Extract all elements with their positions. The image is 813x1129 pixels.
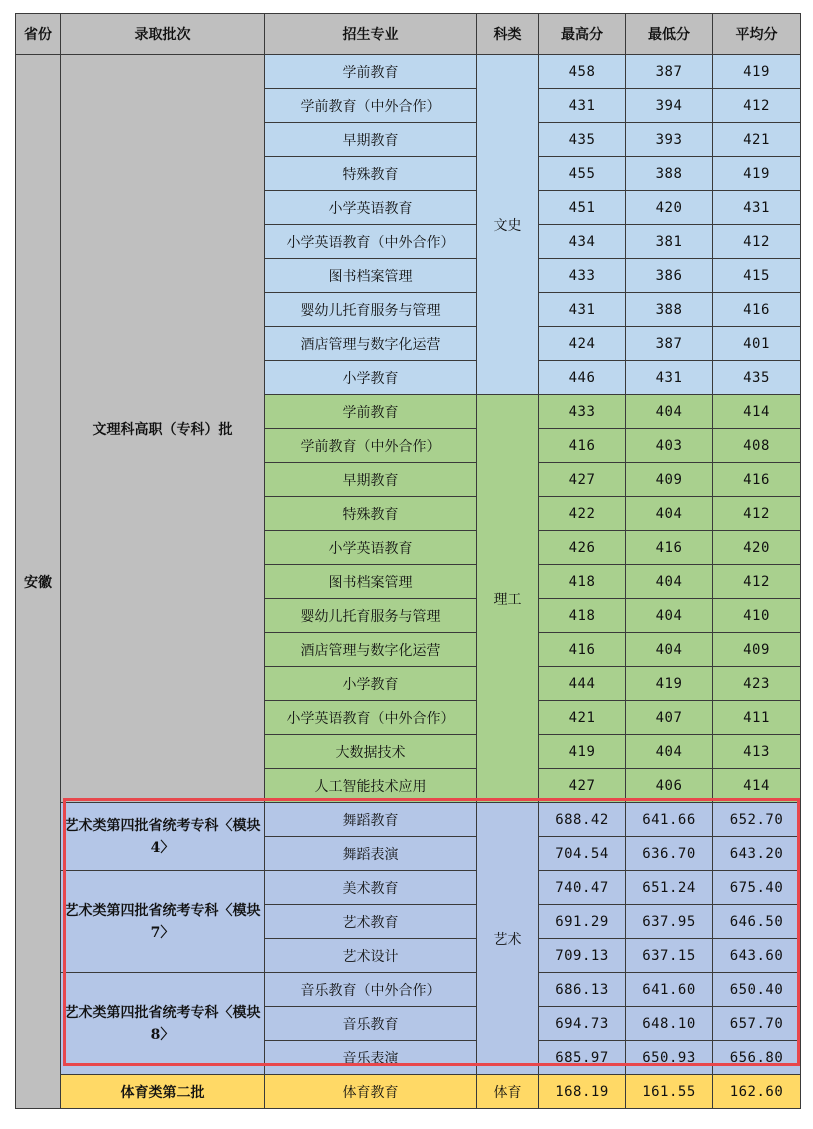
major-cell: 小学英语教育 <box>265 531 477 565</box>
avg-score-cell: 643.20 <box>713 837 801 871</box>
major-cell: 酒店管理与数字化运营 <box>265 633 477 667</box>
major-cell: 音乐教育 <box>265 1007 477 1041</box>
max-score-cell: 435 <box>539 123 626 157</box>
max-score-cell: 424 <box>539 327 626 361</box>
major-cell: 学前教育 <box>265 55 477 89</box>
avg-score-cell: 411 <box>713 701 801 735</box>
major-cell: 特殊教育 <box>265 497 477 531</box>
avg-score-cell: 435 <box>713 361 801 395</box>
category-cell: 体育 <box>477 1075 539 1109</box>
min-score-cell: 387 <box>626 327 713 361</box>
major-cell: 音乐表演 <box>265 1041 477 1075</box>
max-score-cell: 458 <box>539 55 626 89</box>
header-category: 科类 <box>477 14 539 55</box>
max-score-cell: 740.47 <box>539 871 626 905</box>
max-score-cell: 451 <box>539 191 626 225</box>
min-score-cell: 403 <box>626 429 713 463</box>
avg-score-cell: 413 <box>713 735 801 769</box>
max-score-cell: 416 <box>539 633 626 667</box>
min-score-cell: 641.60 <box>626 973 713 1007</box>
batch-cell: 艺术类第四批省统考专科〈模块7〉 <box>61 871 265 973</box>
min-score-cell: 386 <box>626 259 713 293</box>
max-score-cell: 418 <box>539 599 626 633</box>
avg-score-cell: 675.40 <box>713 871 801 905</box>
avg-score-cell: 162.60 <box>713 1075 801 1109</box>
max-score-cell: 455 <box>539 157 626 191</box>
max-score-cell: 688.42 <box>539 803 626 837</box>
max-score-cell: 168.19 <box>539 1075 626 1109</box>
major-cell: 小学英语教育 <box>265 191 477 225</box>
major-cell: 婴幼儿托育服务与管理 <box>265 599 477 633</box>
avg-score-cell: 423 <box>713 667 801 701</box>
major-cell: 早期教育 <box>265 463 477 497</box>
min-score-cell: 637.15 <box>626 939 713 973</box>
major-cell: 小学英语教育（中外合作） <box>265 701 477 735</box>
major-cell: 美术教育 <box>265 871 477 905</box>
header-major: 招生专业 <box>265 14 477 55</box>
avg-score-cell: 412 <box>713 89 801 123</box>
min-score-cell: 636.70 <box>626 837 713 871</box>
min-score-cell: 388 <box>626 293 713 327</box>
avg-score-cell: 419 <box>713 55 801 89</box>
header-max-score: 最高分 <box>539 14 626 55</box>
min-score-cell: 651.24 <box>626 871 713 905</box>
min-score-cell: 393 <box>626 123 713 157</box>
major-cell: 学前教育（中外合作） <box>265 89 477 123</box>
category-cell: 文史 <box>477 55 539 395</box>
batch-cell: 艺术类第四批省统考专科〈模块8〉 <box>61 973 265 1075</box>
max-score-cell: 418 <box>539 565 626 599</box>
avg-score-cell: 431 <box>713 191 801 225</box>
major-cell: 体育教育 <box>265 1075 477 1109</box>
min-score-cell: 404 <box>626 395 713 429</box>
max-score-cell: 694.73 <box>539 1007 626 1041</box>
min-score-cell: 419 <box>626 667 713 701</box>
avg-score-cell: 419 <box>713 157 801 191</box>
max-score-cell: 426 <box>539 531 626 565</box>
min-score-cell: 407 <box>626 701 713 735</box>
major-cell: 音乐教育（中外合作） <box>265 973 477 1007</box>
major-cell: 小学教育 <box>265 667 477 701</box>
avg-score-cell: 415 <box>713 259 801 293</box>
max-score-cell: 427 <box>539 769 626 803</box>
batch-cell: 文理科高职（专科）批 <box>61 55 265 803</box>
major-cell: 艺术设计 <box>265 939 477 973</box>
avg-score-cell: 646.50 <box>713 905 801 939</box>
max-score-cell: 685.97 <box>539 1041 626 1075</box>
avg-score-cell: 401 <box>713 327 801 361</box>
max-score-cell: 446 <box>539 361 626 395</box>
avg-score-cell: 657.70 <box>713 1007 801 1041</box>
table-row <box>16 871 801 905</box>
table-row <box>16 55 801 89</box>
major-cell: 学前教育 <box>265 395 477 429</box>
min-score-cell: 409 <box>626 463 713 497</box>
avg-score-cell: 412 <box>713 497 801 531</box>
min-score-cell: 161.55 <box>626 1075 713 1109</box>
max-score-cell: 691.29 <box>539 905 626 939</box>
avg-score-cell: 412 <box>713 565 801 599</box>
major-cell: 婴幼儿托育服务与管理 <box>265 293 477 327</box>
major-cell: 小学英语教育（中外合作） <box>265 225 477 259</box>
avg-score-cell: 408 <box>713 429 801 463</box>
avg-score-cell: 421 <box>713 123 801 157</box>
header-row <box>16 14 801 55</box>
min-score-cell: 404 <box>626 565 713 599</box>
max-score-cell: 444 <box>539 667 626 701</box>
major-cell: 舞蹈表演 <box>265 837 477 871</box>
max-score-cell: 433 <box>539 259 626 293</box>
avg-score-cell: 409 <box>713 633 801 667</box>
major-cell: 学前教育（中外合作） <box>265 429 477 463</box>
max-score-cell: 427 <box>539 463 626 497</box>
header-batch: 录取批次 <box>61 14 265 55</box>
batch-cell: 艺术类第四批省统考专科〈模块4〉 <box>61 803 265 871</box>
category-cell: 艺术 <box>477 803 539 1075</box>
major-cell: 大数据技术 <box>265 735 477 769</box>
major-cell: 舞蹈教育 <box>265 803 477 837</box>
major-cell: 早期教育 <box>265 123 477 157</box>
table-row <box>16 973 801 1007</box>
avg-score-cell: 416 <box>713 293 801 327</box>
avg-score-cell: 414 <box>713 769 801 803</box>
max-score-cell: 422 <box>539 497 626 531</box>
min-score-cell: 431 <box>626 361 713 395</box>
avg-score-cell: 412 <box>713 225 801 259</box>
batch-cell: 体育类第二批 <box>61 1075 265 1109</box>
header-province: 省份 <box>16 14 61 55</box>
min-score-cell: 388 <box>626 157 713 191</box>
avg-score-cell: 420 <box>713 531 801 565</box>
table-row <box>16 803 801 837</box>
avg-score-cell: 656.80 <box>713 1041 801 1075</box>
header-avg-score: 平均分 <box>713 14 801 55</box>
max-score-cell: 419 <box>539 735 626 769</box>
min-score-cell: 420 <box>626 191 713 225</box>
major-cell: 小学教育 <box>265 361 477 395</box>
min-score-cell: 381 <box>626 225 713 259</box>
max-score-cell: 434 <box>539 225 626 259</box>
min-score-cell: 404 <box>626 735 713 769</box>
max-score-cell: 686.13 <box>539 973 626 1007</box>
min-score-cell: 650.93 <box>626 1041 713 1075</box>
avg-score-cell: 652.70 <box>713 803 801 837</box>
min-score-cell: 404 <box>626 599 713 633</box>
major-cell: 酒店管理与数字化运营 <box>265 327 477 361</box>
min-score-cell: 416 <box>626 531 713 565</box>
avg-score-cell: 414 <box>713 395 801 429</box>
province-cell: 安徽 <box>16 55 61 1109</box>
min-score-cell: 387 <box>626 55 713 89</box>
major-cell: 图书档案管理 <box>265 259 477 293</box>
min-score-cell: 641.66 <box>626 803 713 837</box>
major-cell: 人工智能技术应用 <box>265 769 477 803</box>
max-score-cell: 416 <box>539 429 626 463</box>
min-score-cell: 406 <box>626 769 713 803</box>
max-score-cell: 431 <box>539 89 626 123</box>
min-score-cell: 404 <box>626 633 713 667</box>
header-min-score: 最低分 <box>626 14 713 55</box>
max-score-cell: 431 <box>539 293 626 327</box>
major-cell: 艺术教育 <box>265 905 477 939</box>
max-score-cell: 421 <box>539 701 626 735</box>
major-cell: 图书档案管理 <box>265 565 477 599</box>
min-score-cell: 394 <box>626 89 713 123</box>
avg-score-cell: 643.60 <box>713 939 801 973</box>
avg-score-cell: 650.40 <box>713 973 801 1007</box>
category-cell: 理工 <box>477 395 539 803</box>
avg-score-cell: 416 <box>713 463 801 497</box>
min-score-cell: 404 <box>626 497 713 531</box>
min-score-cell: 648.10 <box>626 1007 713 1041</box>
max-score-cell: 709.13 <box>539 939 626 973</box>
min-score-cell: 637.95 <box>626 905 713 939</box>
admission-score-table <box>15 13 801 1109</box>
max-score-cell: 433 <box>539 395 626 429</box>
avg-score-cell: 410 <box>713 599 801 633</box>
major-cell: 特殊教育 <box>265 157 477 191</box>
max-score-cell: 704.54 <box>539 837 626 871</box>
table-row <box>16 1075 801 1109</box>
